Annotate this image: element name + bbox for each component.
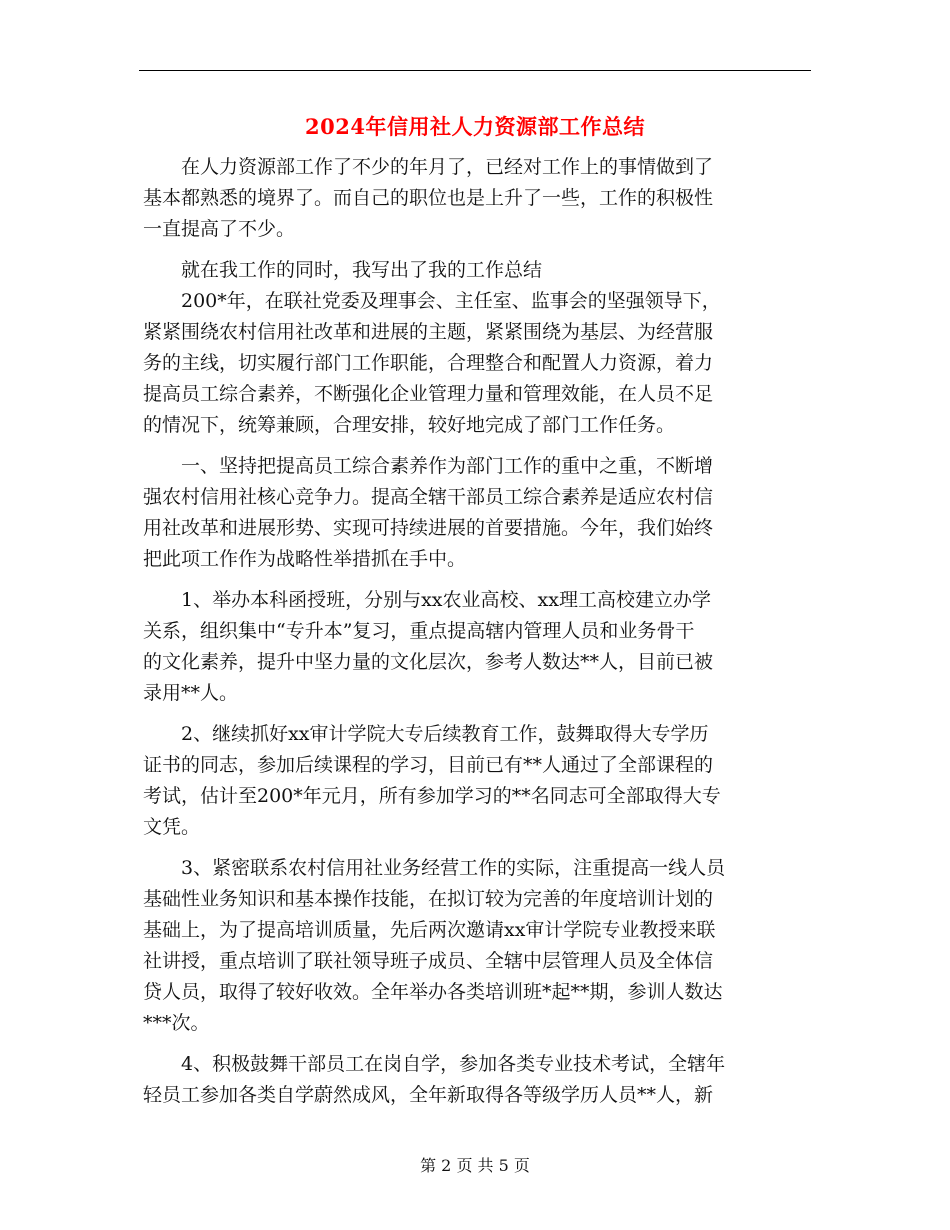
- text-line: 一直提高了不少。: [143, 218, 296, 240]
- text-line: 考试，估计至200*年元月，所有参加学习的**名同志可全部取得大专: [143, 785, 721, 807]
- text-line: 文凭。: [143, 816, 201, 838]
- paragraph-section-1: [143, 451, 813, 575]
- text-line: 把此项工作作为战略性举措抓在手中。: [143, 548, 467, 570]
- document-body: [143, 152, 813, 1111]
- text-line: 贷人员，取得了较好收效。全年举办各类培训班*起**期，参训人数达: [143, 981, 723, 1003]
- text-line: 强农村信用社核心竞争力。提高全辖干部员工综合素养是适应农村信: [143, 486, 714, 508]
- page-indicator: 第 2 页 共 5 页: [420, 1156, 530, 1175]
- text-line: 基本都熟悉的境界了。而自己的职位也是上升了一些，工作的积极性: [143, 187, 714, 209]
- text-line: 提高员工综合素养，不断强化企业管理力量和管理效能，在人员不足: [143, 383, 714, 405]
- paragraph-item-3: [143, 853, 813, 1039]
- text-line: 4、积极鼓舞干部员工在岗自学，参加各类专业技术考试，全辖年: [181, 1053, 726, 1075]
- text-line: 一、坚持把提高员工综合素养作为部门工作的重中之重，不断增: [181, 455, 714, 477]
- paragraph-item-2: [143, 719, 813, 843]
- paragraph-item-1: [143, 585, 813, 709]
- paragraph-intro: [143, 152, 813, 245]
- document-title: 2024年信用社人力资源部工作总结: [305, 114, 645, 139]
- text-line: 的文化素养，提升中坚力量的文化层次，参考人数达**人，目前已被: [143, 651, 714, 673]
- paragraph-item-4: [143, 1049, 813, 1111]
- text-line: 务的主线，切实履行部门工作职能，合理整合和配置人力资源，着力: [143, 352, 714, 374]
- text-line: 在人力资源部工作了不少的年月了，已经对工作上的事情做到了: [181, 156, 714, 178]
- paragraph-lead-in: [143, 255, 813, 286]
- text-line: 3、紧密联系农村信用社业务经营工作的实际，注重提高一线人员: [181, 857, 726, 879]
- text-line: 200*年，在联社党委及理事会、主任室、监事会的坚强领导下，: [181, 290, 721, 312]
- text-line: 证书的同志，参加后续课程的学习，目前已有**人通过了全部课程的: [143, 754, 714, 776]
- text-line: 紧紧围绕农村信用社改革和进展的主题，紧紧围绕为基层、为经营服: [143, 321, 714, 343]
- text-line: 的情况下，统筹兼顾，合理安排，较好地完成了部门工作任务。: [143, 414, 676, 436]
- text-line: ***次。: [143, 1012, 210, 1034]
- header-rule: [139, 70, 811, 71]
- text-line: 关系，组织集中“专升本”复习，重点提高辖内管理人员和业务骨干: [143, 620, 695, 642]
- text-line: 2、继续抓好xx审计学院大专后续教育工作，鼓舞取得大专学历: [181, 723, 709, 745]
- text-line: 就在我工作的同时，我写出了我的工作总结: [181, 259, 543, 281]
- text-line: 基础性业务知识和基本操作技能，在拟订较为完善的年度培训计划的: [143, 888, 714, 910]
- text-line: 录用**人。: [143, 682, 239, 704]
- paragraph-overview: [143, 286, 813, 441]
- text-line: 轻员工参加各类自学蔚然成风，全年新取得各等级学历人员**人，新: [143, 1084, 714, 1106]
- text-line: 基础上，为了提高培训质量，先后两次邀请xx审计学院专业教授来联: [143, 919, 716, 941]
- text-line: 1、举办本科函授班，分别与xx农业高校、xx理工高校建立办学: [181, 589, 711, 611]
- text-line: 社讲授，重点培训了联社领导班子成员、全辖中层管理人员及全体信: [143, 950, 714, 972]
- text-line: 用社改革和进展形势、实现可持续进展的首要措施。今年，我们始终: [143, 517, 714, 539]
